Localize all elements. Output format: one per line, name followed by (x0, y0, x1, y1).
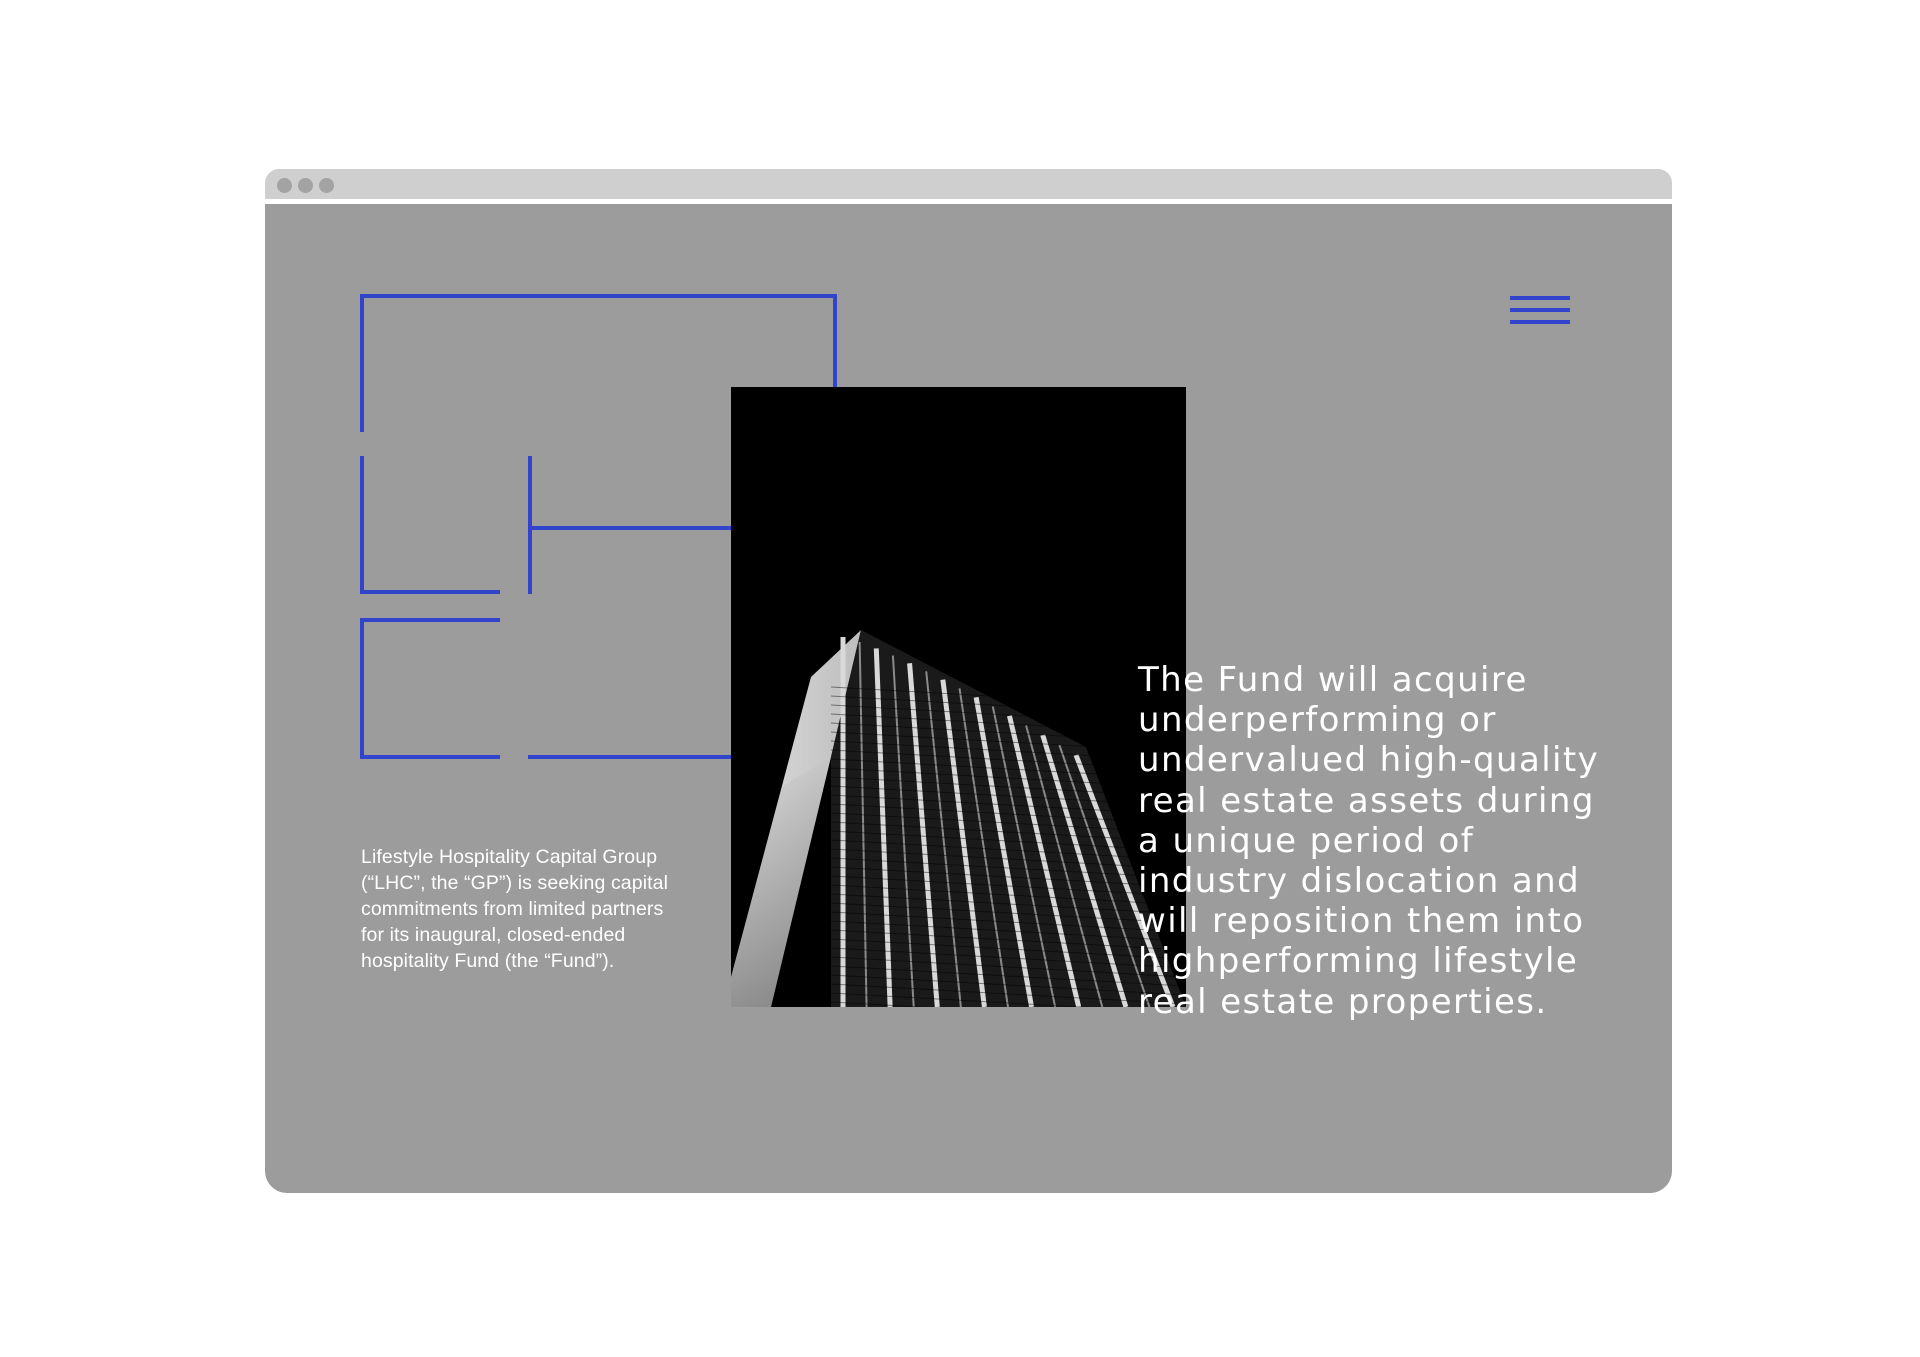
browser-titlebar (265, 169, 1672, 199)
intro-paragraph: Lifestyle Hospitality Capital Group (“LHC”, the “GP”) is seeking capital commitments from limited partners for its inaugural, closed-ended hospitality Fund (the “Fund”). (361, 846, 669, 972)
browser-window (265, 169, 1672, 1193)
fund-headline: The Fund will acquire underperforming or undervalued high-quality real estate assets during a unique period of industry dislocation and will reposition them into highperforming lifestyle real estate properties. (1138, 660, 1600, 1022)
page-viewport (265, 204, 1672, 1193)
window-dot-close[interactable] (277, 178, 292, 193)
window-dot-maximize[interactable] (319, 178, 334, 193)
skyscraper-photo (731, 387, 1186, 1007)
hamburger-menu-icon[interactable] (1510, 294, 1570, 334)
window-dot-minimize[interactable] (298, 178, 313, 193)
